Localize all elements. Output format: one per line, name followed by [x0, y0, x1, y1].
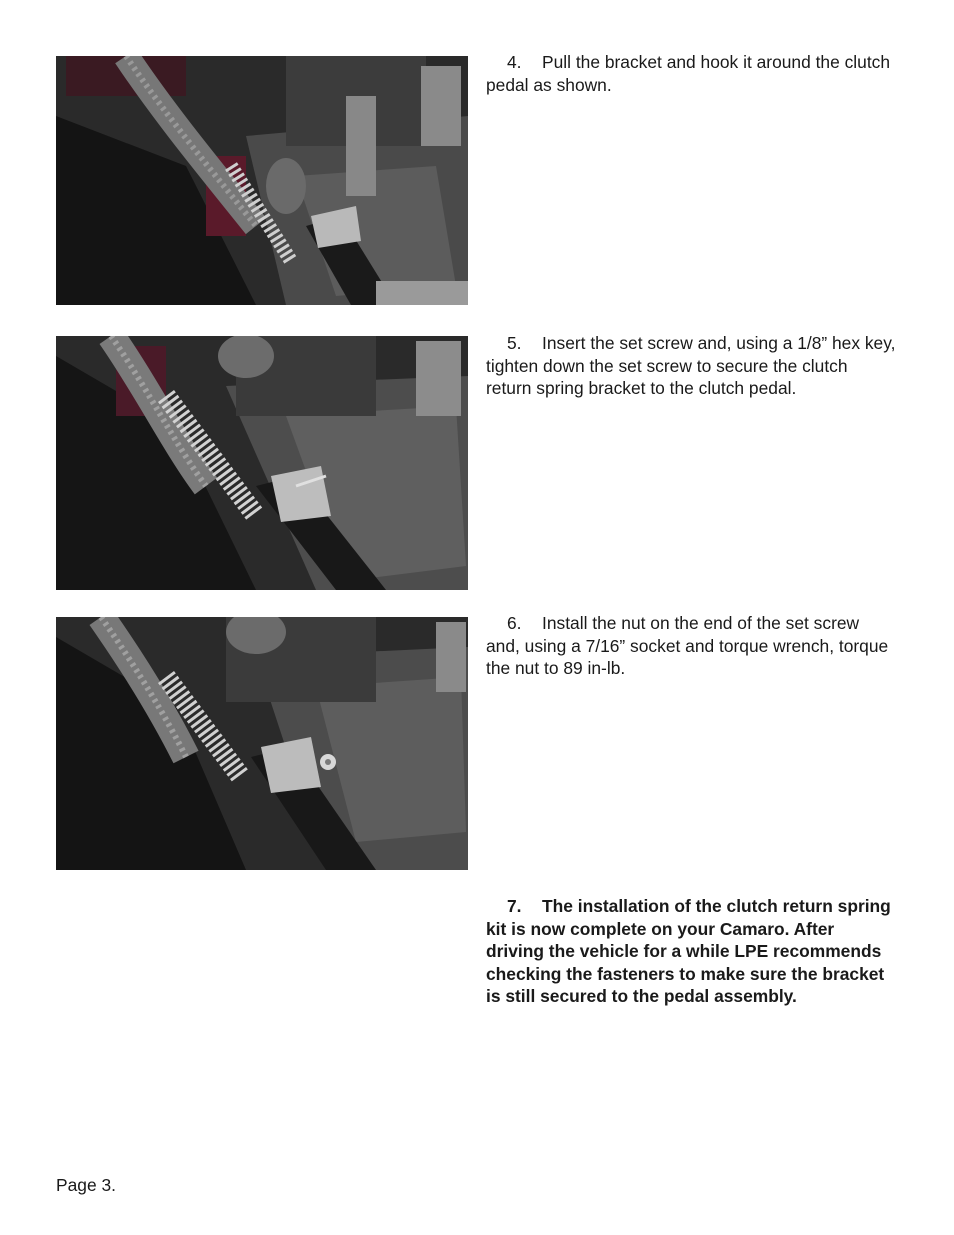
photo-bracket-hooked-image [56, 56, 468, 305]
step-4-number: 4. [507, 52, 522, 72]
step-4-instruction [486, 51, 896, 96]
step-7-completion-note [486, 895, 896, 1008]
photo-nut-installed-image [56, 617, 468, 870]
step-6-text: Install the nut on the end of the set screw and, using a 7/16” socket and torque wrench, torque the nut to 89 in-lb. [486, 613, 889, 679]
page-number: Page 3. [56, 1175, 116, 1195]
step-6-instruction [486, 612, 896, 680]
photo-bracket-hooked [56, 56, 468, 305]
step-5-number: 5. [507, 333, 522, 353]
step-7-text: The installation of the clutch return spring kit is now complete on your Camaro. After driving the vehicle for a while LPE recommends checking the fasteners to make sure the bracket is still secured to the pedal assembly. [486, 896, 891, 1007]
photo-set-screw-image [56, 336, 468, 590]
photo-set-screw [56, 336, 468, 590]
step-6-number: 6. [507, 613, 522, 633]
step-5-text: Insert the set screw and, using a 1/8” hex key, tighten down the set screw to secure the clutch return spring bracket to the clutch pedal. [486, 333, 896, 399]
step-7-number: 7. [507, 896, 522, 916]
step-4-text: Pull the bracket and hook it around the clutch pedal as shown. [486, 52, 891, 95]
step-5-instruction [486, 332, 896, 400]
photo-nut-installed [56, 617, 468, 870]
